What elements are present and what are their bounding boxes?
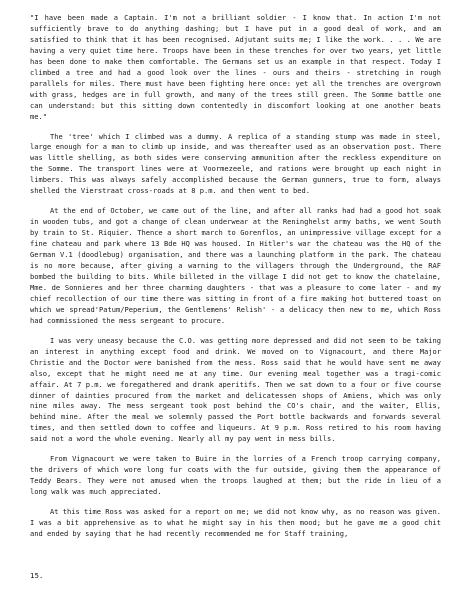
page-number: 15. — [30, 571, 44, 580]
paragraph-october: At the end of October, we came out of the line, and after all ranks had had a good hot soak in wooden tubs, and got a change of clean underwear at the Reninghelst army baths, we went South by train to St. Riquier. Thence a short march to Gorenflos, an unimpressive village except for a fine chateau and park where 13 Bde HQ was housed. In Hitler's war the chateau was the HQ of the German V.1 (doodlebug) organisation, and there was a launching platform in the park. The chateau is no more because, after giving a warning to the villagers through the Underground, the RAF bombed the building to bits. While billeted in the village I did not get to know the chatelaine, Mme. de Sonnieres and her three charming daughters - that was a pleasure to come later - and my chief recollection of our time there was sitting in front of a fire making hot buttered toast on which we spread'Patum/Peperium, the Gentlemens' Relish' - a delicacy then new to me, which Ross had commissioned the mess sergeant to procure. — [30, 206, 441, 325]
paragraph-report: At this time Ross was asked for a report on me; we did not know why, as no reason was given. I was a bit apprehensive as to what he might say in his then mood; but he gave me a good chit and ended by saying that he had recently recommended me for Staff training, — [30, 507, 441, 538]
paragraph-dummy-tree: The 'tree' which I climbed was a dummy. A replica of a standing stump was made in steel, large enough for a man to climb up inside, and was thereafter used as an observation post. There was little shelling, as both sides were conserving ammunition after the reckless expenditure on the Somme. The transport lines were at Voormezeele, and rations were brought up each night in limbers. This was always safely accomplished because the German gunners, true to form, always shelled the Vierstraat cross-roads at 8 p.m. and then went to bed. — [30, 131, 441, 196]
paragraph-co-uneasy: I was very uneasy because the C.O. was getting more depressed and did not seem to be taking an interest in anything except food and drink. We moved on to Vignacourt, and there Major Christie and the Doctor were banished from the mess. Ross said that he would have sent me away also, except that he might need me at any time. Our evening meal together was a tragi-comic affair. At 7 p.m. we foregathered and drank aperitifs. Then we sat down to a four or five course dinner of dainties procured from the market and delicatessen shops of Amiens, which was only nine miles away. The mess sergeant took post behind the CO's chair, and the waiter, Ellis, behind mine. After the meal we solemnly passed the Port bottle backwards and forwards several times, and then settled down to coffee and liqueurs. At 9 p.m. Ross retired to his room having said not a word the whole evening. Nearly all my pay went in mess bills. — [30, 335, 441, 444]
paragraph-letter-quote: "I have been made a Captain. I'm not a brilliant soldier - I know that. In action I'm not sufficiently brave to do anything dashing; but I have put in a good deal of work, and am satisfied to think that it has been recognised. Adjutant suits me; I like the work. . . . We are having a very quiet time here. Troops have been in these trenches for over two years, yet little has been done to make them comfortable. The Germans set us an example in that respect. Today I climbed a tree and had a good look over the lines - ours and theirs - stretching in rough parallels for miles. There must have been fighting here once: yet all the trenches are overgrown with grass, hedges are in full growth, and many of the trees still green. The Somme battle one can understand: but this sitting down contentedly in discomfort looking at one another beats me." — [30, 13, 441, 121]
paragraph-vignacourt: From Vignacourt we were taken to Buire in the lorries of a French troop carrying company, the drivers of which wore long fur coats with the fur outside, giving them the appearance of Teddy Bears. They were not amused when the troops laughed at them; but the ride in lieu of a long walk was much appreciated. — [30, 454, 441, 497]
